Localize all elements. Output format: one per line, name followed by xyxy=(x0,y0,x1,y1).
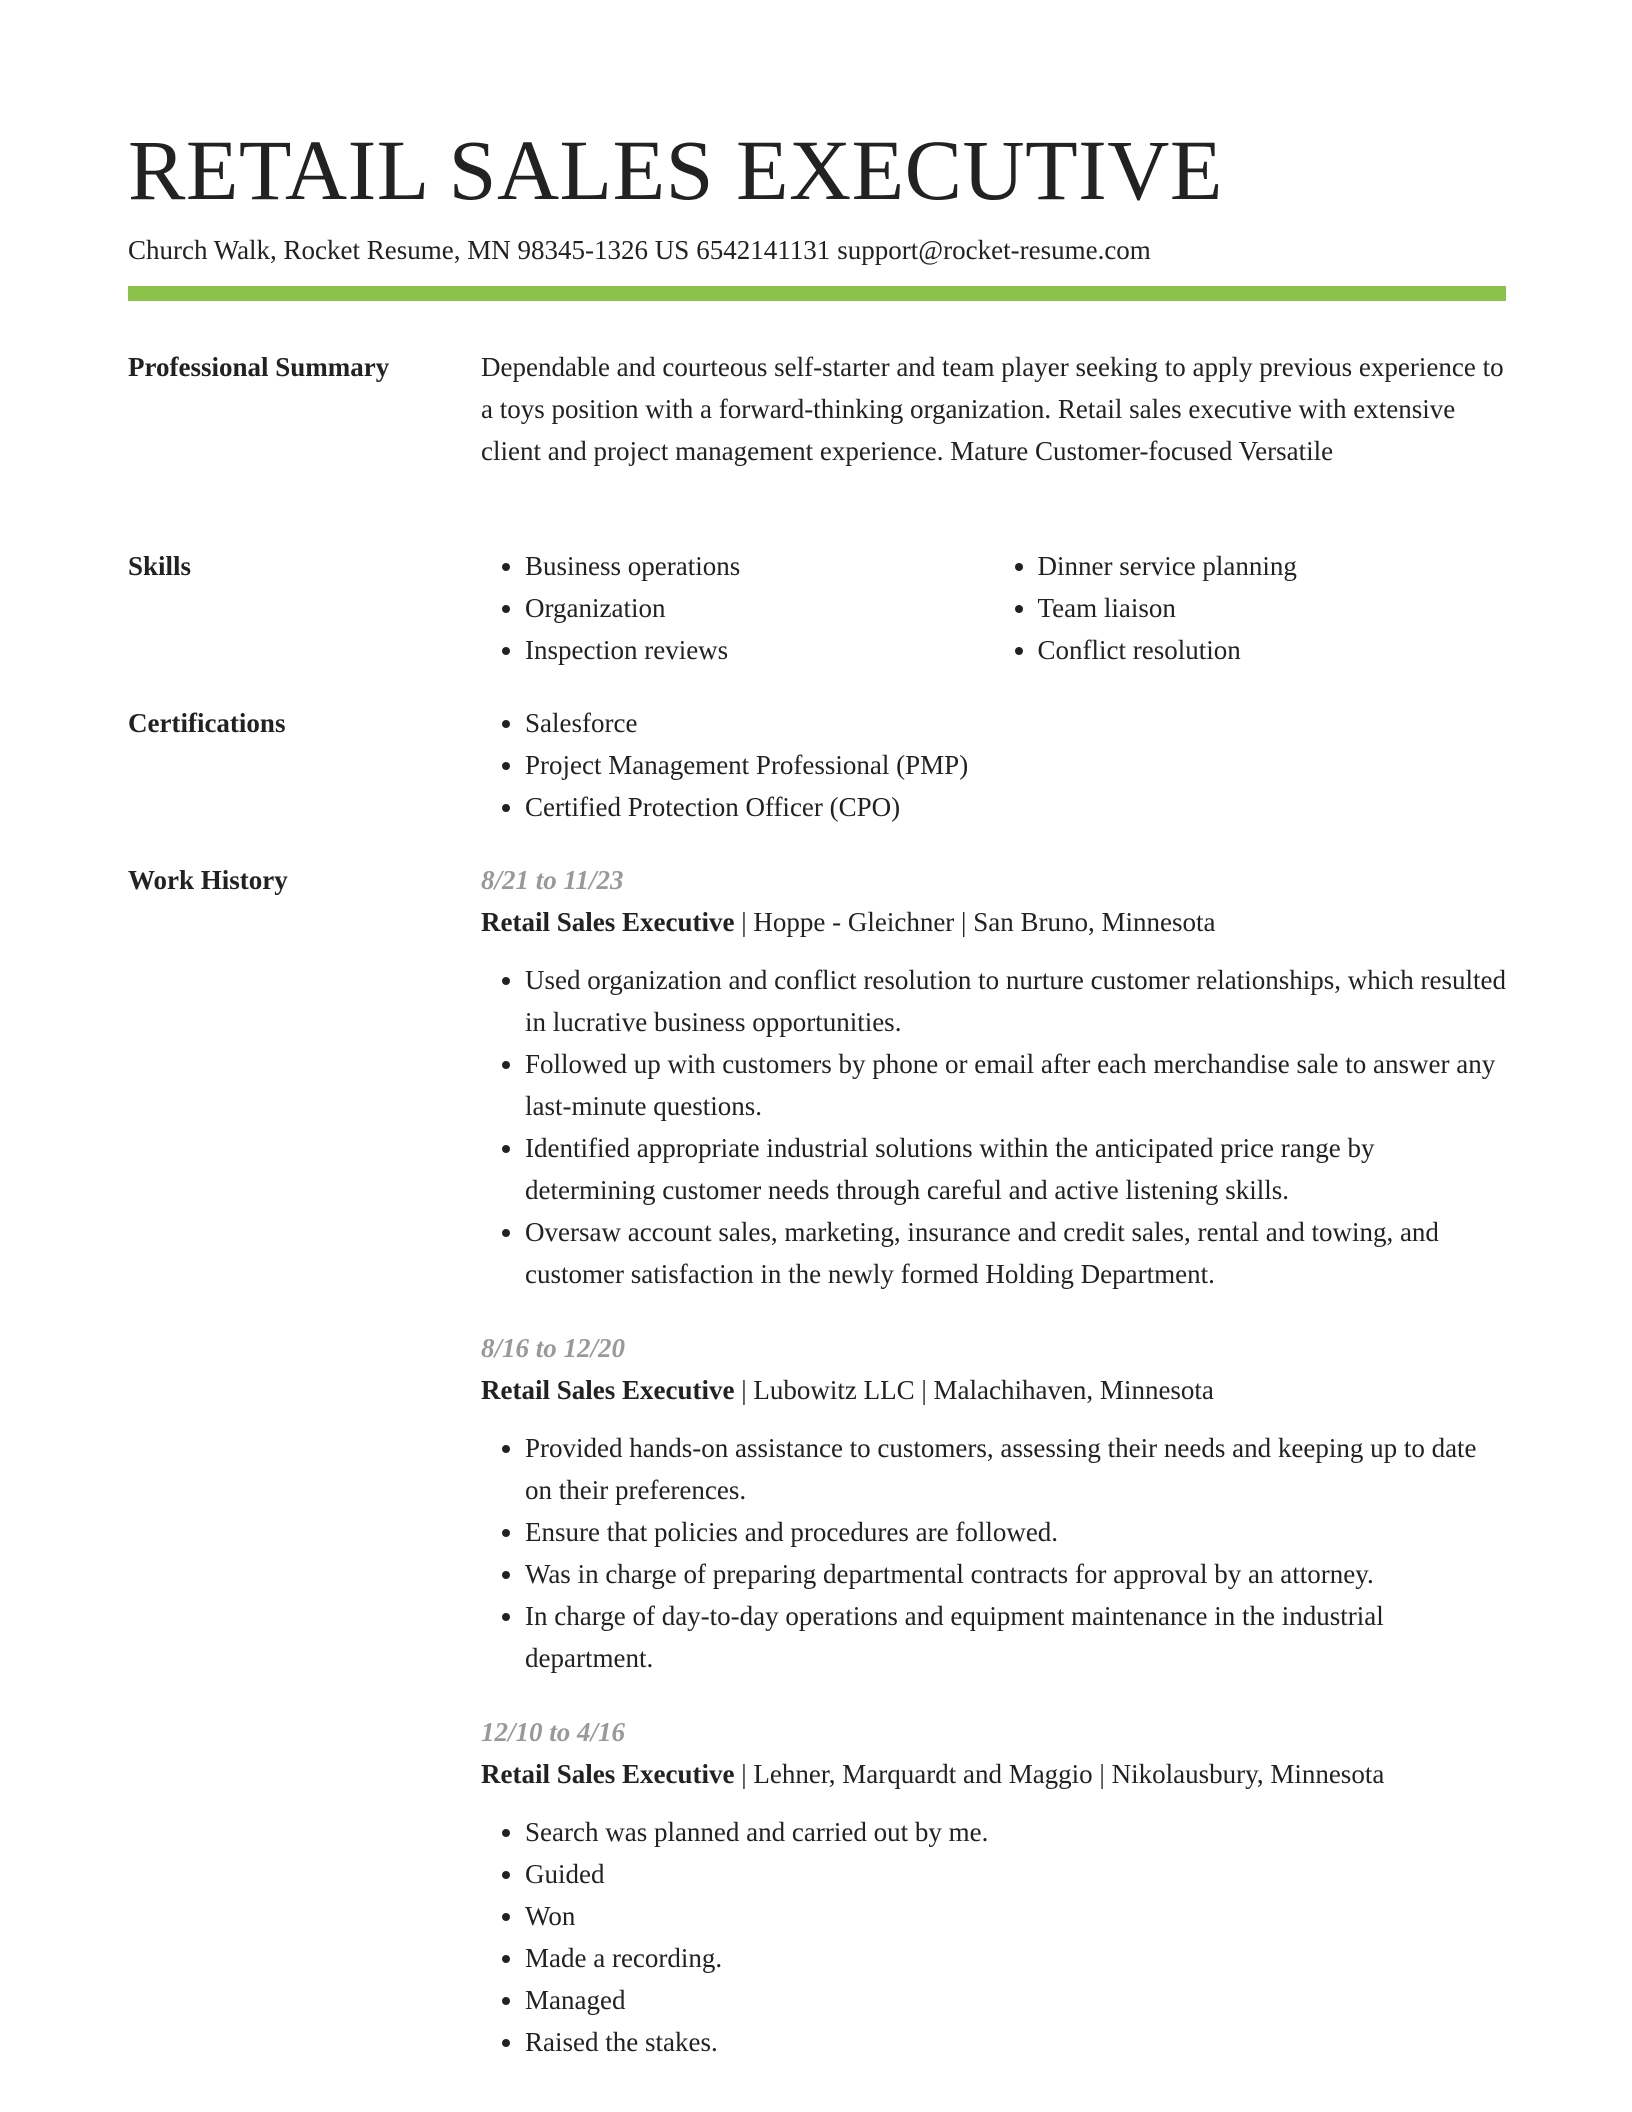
job-duty-item: • Was in charge of preparing departmental contracts for approval by an attorney. xyxy=(525,1553,1506,1595)
job-company-location: | Hoppe - Gleichner | San Bruno, Minnesota xyxy=(734,907,1216,937)
job-entry xyxy=(481,859,1506,1295)
job-duty-item: • Provided hands-on assistance to customers, assessing their needs and keeping up to date on their preferences. xyxy=(525,1427,1506,1511)
job-duty-item: • Raised the stakes. xyxy=(525,2021,1506,2063)
job-duty-item: • Followed up with customers by phone or email after each merchandise sale to answer any last-minute questions. xyxy=(525,1043,1506,1127)
job-duty-item: • Made a recording. xyxy=(525,1937,1506,1979)
job-duty-item: • Ensure that policies and procedures are followed. xyxy=(525,1511,1506,1553)
job-title: Retail Sales Executive xyxy=(481,1375,735,1405)
accent-divider xyxy=(128,286,1506,301)
skill-item: • Conflict resolution xyxy=(1038,629,1507,671)
job-company-location: | Lehner, Marquardt and Maggio | Nikolausbury, Minnesota xyxy=(734,1759,1385,1789)
certification-item: • Project Management Professional (PMP) xyxy=(525,744,1506,786)
job-duty-item: • Managed xyxy=(525,1979,1506,2021)
job-title-line xyxy=(481,901,1506,943)
skill-item: • Business operations xyxy=(525,545,994,587)
skill-item: • Team liaison xyxy=(1038,587,1507,629)
work-history-body xyxy=(481,859,1506,2095)
contact-line xyxy=(128,232,1151,268)
job-title: Retail Sales Executive xyxy=(481,907,735,937)
job-duty-item: • Guided xyxy=(525,1853,1506,1895)
skills-columns xyxy=(481,545,1506,671)
job-duty-item: • Won xyxy=(525,1895,1506,1937)
work-history-heading: Work History xyxy=(128,865,288,895)
job-entry xyxy=(481,1711,1506,2063)
job-duty-item: • Identified appropriate industrial solutions within the anticipated price range by determining customer needs through careful and active listening skills. xyxy=(525,1127,1506,1211)
job-title-line xyxy=(481,1753,1506,1795)
certifications-heading: Certifications xyxy=(128,708,286,738)
job-entry xyxy=(481,1327,1506,1679)
skills-heading: Skills xyxy=(128,551,192,581)
skills-list-right xyxy=(994,545,1507,671)
skills-body xyxy=(481,545,1506,671)
job-duties-list xyxy=(481,1811,1506,2063)
job-dates: 12/10 to 4/16 xyxy=(481,1717,626,1747)
summary-text: Dependable and courteous self-starter and team player seeking to apply previous experience to a toys position with a forward-thinking organization. Retail sales executive with extensive client and project management experience. Mature Customer-focused Versatile xyxy=(481,352,1504,466)
job-title-line xyxy=(481,1369,1506,1411)
job-duty-item: • Oversaw account sales, marketing, insurance and credit sales, rental and towing, and customer satisfaction in the newly formed Holding Department. xyxy=(525,1211,1506,1295)
job-duty-item: • In charge of day-to-day operations and equipment maintenance in the industrial department. xyxy=(525,1595,1506,1679)
job-duty-item: • Used organization and conflict resolution to nurture customer relationships, which resulted in lucrative business opportunities. xyxy=(525,959,1506,1043)
skills-list-left xyxy=(481,545,994,671)
certification-item: • Certified Protection Officer (CPO) xyxy=(525,786,1506,828)
job-title: Retail Sales Executive xyxy=(481,1759,735,1789)
candidate-name: RETAIL SALES EXECUTIVE xyxy=(128,122,1223,218)
contact-email: support@rocket-resume.com xyxy=(837,235,1151,265)
certifications-body xyxy=(481,702,1506,828)
contact-phone: 6542141131 xyxy=(696,235,831,265)
skill-item: • Organization xyxy=(525,587,994,629)
job-duties-list xyxy=(481,959,1506,1295)
job-dates: 8/21 to 11/23 xyxy=(481,865,624,895)
job-company-location: | Lubowitz LLC | Malachihaven, Minnesota xyxy=(734,1375,1214,1405)
skill-item: • Inspection reviews xyxy=(525,629,994,671)
job-dates: 8/16 to 12/20 xyxy=(481,1333,626,1363)
job-duties-list xyxy=(481,1427,1506,1679)
summary-heading: Professional Summary xyxy=(128,352,390,382)
job-duty-item: • Search was planned and carried out by me. xyxy=(525,1811,1506,1853)
certifications-list xyxy=(481,702,1506,828)
contact-address: Church Walk, Rocket Resume, MN 98345-1326 US xyxy=(128,235,690,265)
certification-item: • Salesforce xyxy=(525,702,1506,744)
summary-body xyxy=(481,346,1506,472)
skill-item: • Dinner service planning xyxy=(1038,545,1507,587)
